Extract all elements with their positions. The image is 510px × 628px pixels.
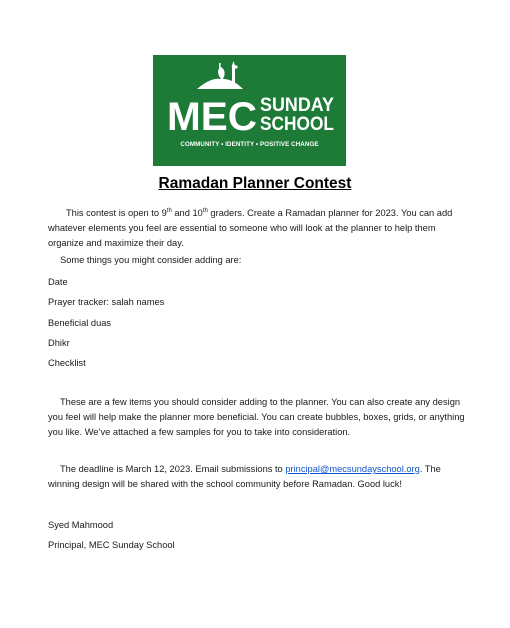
- design-paragraph: [48, 395, 468, 440]
- list-item: Beneficial duas: [48, 318, 112, 328]
- intro-text-2: and 10: [171, 208, 203, 218]
- design-text: These are a few items you should consider adding to the planner. You can also create any design you feel will help make the planner more beneficial. You can create bubbles, boxes, grids, or anything you like. We’ve attached a few samples for you to take into consideration.: [48, 397, 465, 437]
- page-title: Ramadan Planner Contest: [158, 175, 352, 192]
- list-item: Date: [48, 277, 68, 287]
- logo-sub-line1: SUNDAY: [260, 95, 335, 116]
- intro-paragraph: [48, 206, 468, 251]
- logo-brand: MEC: [167, 95, 257, 139]
- intro-sup-2: th: [202, 207, 208, 214]
- list-item: Prayer tracker: salah names: [48, 297, 165, 307]
- signature-name: Syed Mahmood: [48, 520, 114, 530]
- email-link[interactable]: principal@mecsundayschool.org: [285, 464, 420, 474]
- list-item: Dhikr: [48, 338, 70, 348]
- school-logo: [153, 55, 346, 166]
- intro-text-1: This contest is open to 9: [66, 208, 167, 218]
- logo-tagline: COMMUNITY • IDENTITY • POSITIVE CHANGE: [180, 141, 319, 148]
- deadline-text-after: . The winning design will be shared with the school community before Ramadan. Good luck!: [48, 464, 441, 489]
- list-item: Checklist: [48, 358, 86, 368]
- intro-text-3: graders. Create a Ramadan planner for 2023. You can add whatever elements you feel are essential to someone who will look at the planner to help them organize and maximize their day.: [48, 208, 453, 248]
- signature-role: Principal, MEC Sunday School: [48, 540, 175, 550]
- deadline-paragraph: [48, 462, 468, 492]
- consider-paragraph: [48, 253, 468, 268]
- intro-sup-1: th: [166, 207, 172, 214]
- deadline-text-before: The deadline is March 12, 2023. Email submissions to: [60, 464, 286, 474]
- consider-text: Some things you might consider adding are:: [60, 255, 242, 265]
- logo-sub-line2: SCHOOL: [260, 114, 335, 135]
